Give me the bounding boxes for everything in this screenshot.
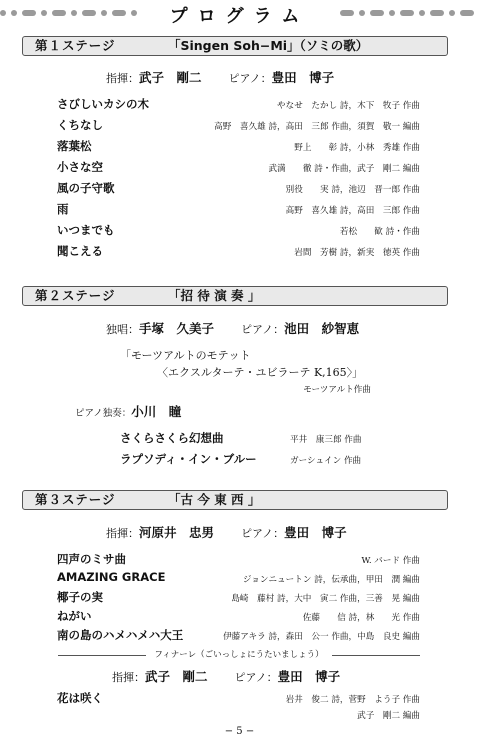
conductor-role: 指揮： (112, 671, 145, 684)
conductor-role: 指揮： (106, 72, 139, 85)
vocal-name: 手塚 久美子 (139, 321, 215, 336)
song-title: 聞こえる (57, 244, 103, 258)
song-title: さびしいカシの木 (57, 97, 149, 111)
song-title: 小さな空 (57, 160, 103, 174)
page-title: プログラム (169, 6, 310, 27)
right-dot-ornament (340, 10, 479, 16)
song-credit: ジョンニュートン 詩，伝承曲，甲田 潤 編曲 (242, 575, 420, 585)
pianist-name: 豊田 博子 (277, 669, 341, 684)
motet-title: 「モーツアルトのモテット (120, 349, 251, 362)
song-credit: 別役 実 詩，池辺 晋一郎 作曲 (285, 185, 420, 195)
song-credit: W. バード 作曲 (361, 556, 420, 566)
piece-credit: ガーシュイン 作曲 (290, 456, 362, 466)
conductor-name: 河原井 忠男 (139, 525, 215, 540)
stage-1-name: 「Singen Soh−Mi」（ソミの歌） (168, 38, 369, 53)
stage-1-performers (106, 68, 334, 86)
stage-3-header (22, 490, 448, 510)
piece-title: ラプソディ・イン・ブルー (120, 452, 257, 466)
song-credit: 武満 徹 詩・作曲，武子 剛二 編曲 (268, 164, 420, 174)
song-credit: やなせ たかし 詩，木下 牧子 作曲 (277, 101, 420, 111)
stage-2-name: 「招 待 演 奏 」 (168, 288, 261, 303)
stage-2-number: 第２ステージ (35, 288, 116, 303)
stage-3-performers (106, 523, 347, 541)
stage-1-header (22, 36, 448, 56)
song-credit: 高野 喜久雄 詩，高田 三郎 作曲，須賀 敬一 編曲 (214, 122, 420, 132)
finale-arrangement-credit: 武子 剛二 編曲 (357, 711, 420, 721)
song-credit: 若松 歓 詩・作曲 (339, 227, 420, 237)
song-title: ねがい (57, 609, 92, 623)
song-title: 雨 (57, 202, 69, 216)
piece-title: さくらさくら幻想曲 (120, 431, 224, 445)
pianist-name: 豊田 博子 (271, 70, 335, 85)
conductor-name: 武子 剛二 (145, 669, 208, 684)
finale-performers (112, 667, 340, 685)
song-credit: 岩間 芳樹 詩，新実 徳英 作曲 (294, 248, 420, 258)
divider-rule (332, 655, 420, 656)
song-title: 落葉松 (57, 139, 92, 153)
song-title: くちなし (57, 118, 103, 132)
piano-solo-role: ピアノ独奏： (75, 408, 132, 419)
finale-divider (58, 650, 420, 662)
stage-3-number: 第３ステージ (35, 492, 116, 507)
pianist-role: ピアノ： (241, 323, 285, 336)
finale-label: フィナーレ（ごいっしょにうたいましょう） (154, 650, 324, 660)
stage-2-header (22, 286, 448, 306)
song-credit: 佐藤 信 詩，林 光 作曲 (302, 613, 420, 623)
pianist-name: 豊田 博子 (284, 525, 347, 540)
pianist-name: 池田 紗智恵 (284, 321, 360, 336)
song-title: 椰子の実 (57, 590, 103, 604)
vocal-role: 独唱： (106, 323, 139, 336)
song-credit: 高野 喜久雄 詩，高田 三郎 作曲 (285, 206, 420, 216)
song-title: 南の島のハメハメハ大王 (57, 628, 184, 642)
piano-solo-name: 小川 瞳 (131, 404, 182, 419)
song-credit: 野上 彰 詩，小林 秀雄 作曲 (294, 143, 420, 153)
piece-credit: 平井 康三郎 作曲 (290, 435, 362, 445)
stage-3-name: 「古 今 東 西 」 (168, 492, 261, 507)
pianist-role: ピアノ： (241, 527, 285, 540)
finale-song-title: 花は咲く (57, 691, 103, 705)
stage-1-number: 第１ステージ (35, 38, 116, 53)
piano-solo-performer (75, 402, 181, 420)
page-number: − 5 − (224, 726, 255, 737)
song-title: AMAZING GRACE (57, 570, 166, 584)
pianist-role: ピアノ： (234, 671, 278, 684)
motet-credit: モーツアルト作曲 (303, 385, 371, 395)
song-title: 風の子守歌 (57, 181, 115, 195)
motet-subtitle: 〈エクスルターテ・ユビラーテ K,165〉」 (157, 366, 364, 379)
conductor-name: 武子 剛二 (139, 70, 202, 85)
finale-credit: 岩井 俊二 詩，菅野 よう子 作曲 (285, 695, 420, 705)
page-header (0, 2, 479, 27)
stage-2-performers (106, 319, 359, 337)
song-title: いつまでも (57, 223, 115, 237)
song-title: 四声のミサ曲 (57, 552, 126, 566)
song-credit: 島崎 藤村 詩，大中 寅二 作曲，三善 晃 編曲 (231, 594, 420, 604)
conductor-role: 指揮： (106, 527, 139, 540)
pianist-role: ピアノ： (228, 72, 272, 85)
song-credit: 伊藤アキラ 詩，森田 公一 作曲，中島 良史 編曲 (223, 632, 420, 642)
